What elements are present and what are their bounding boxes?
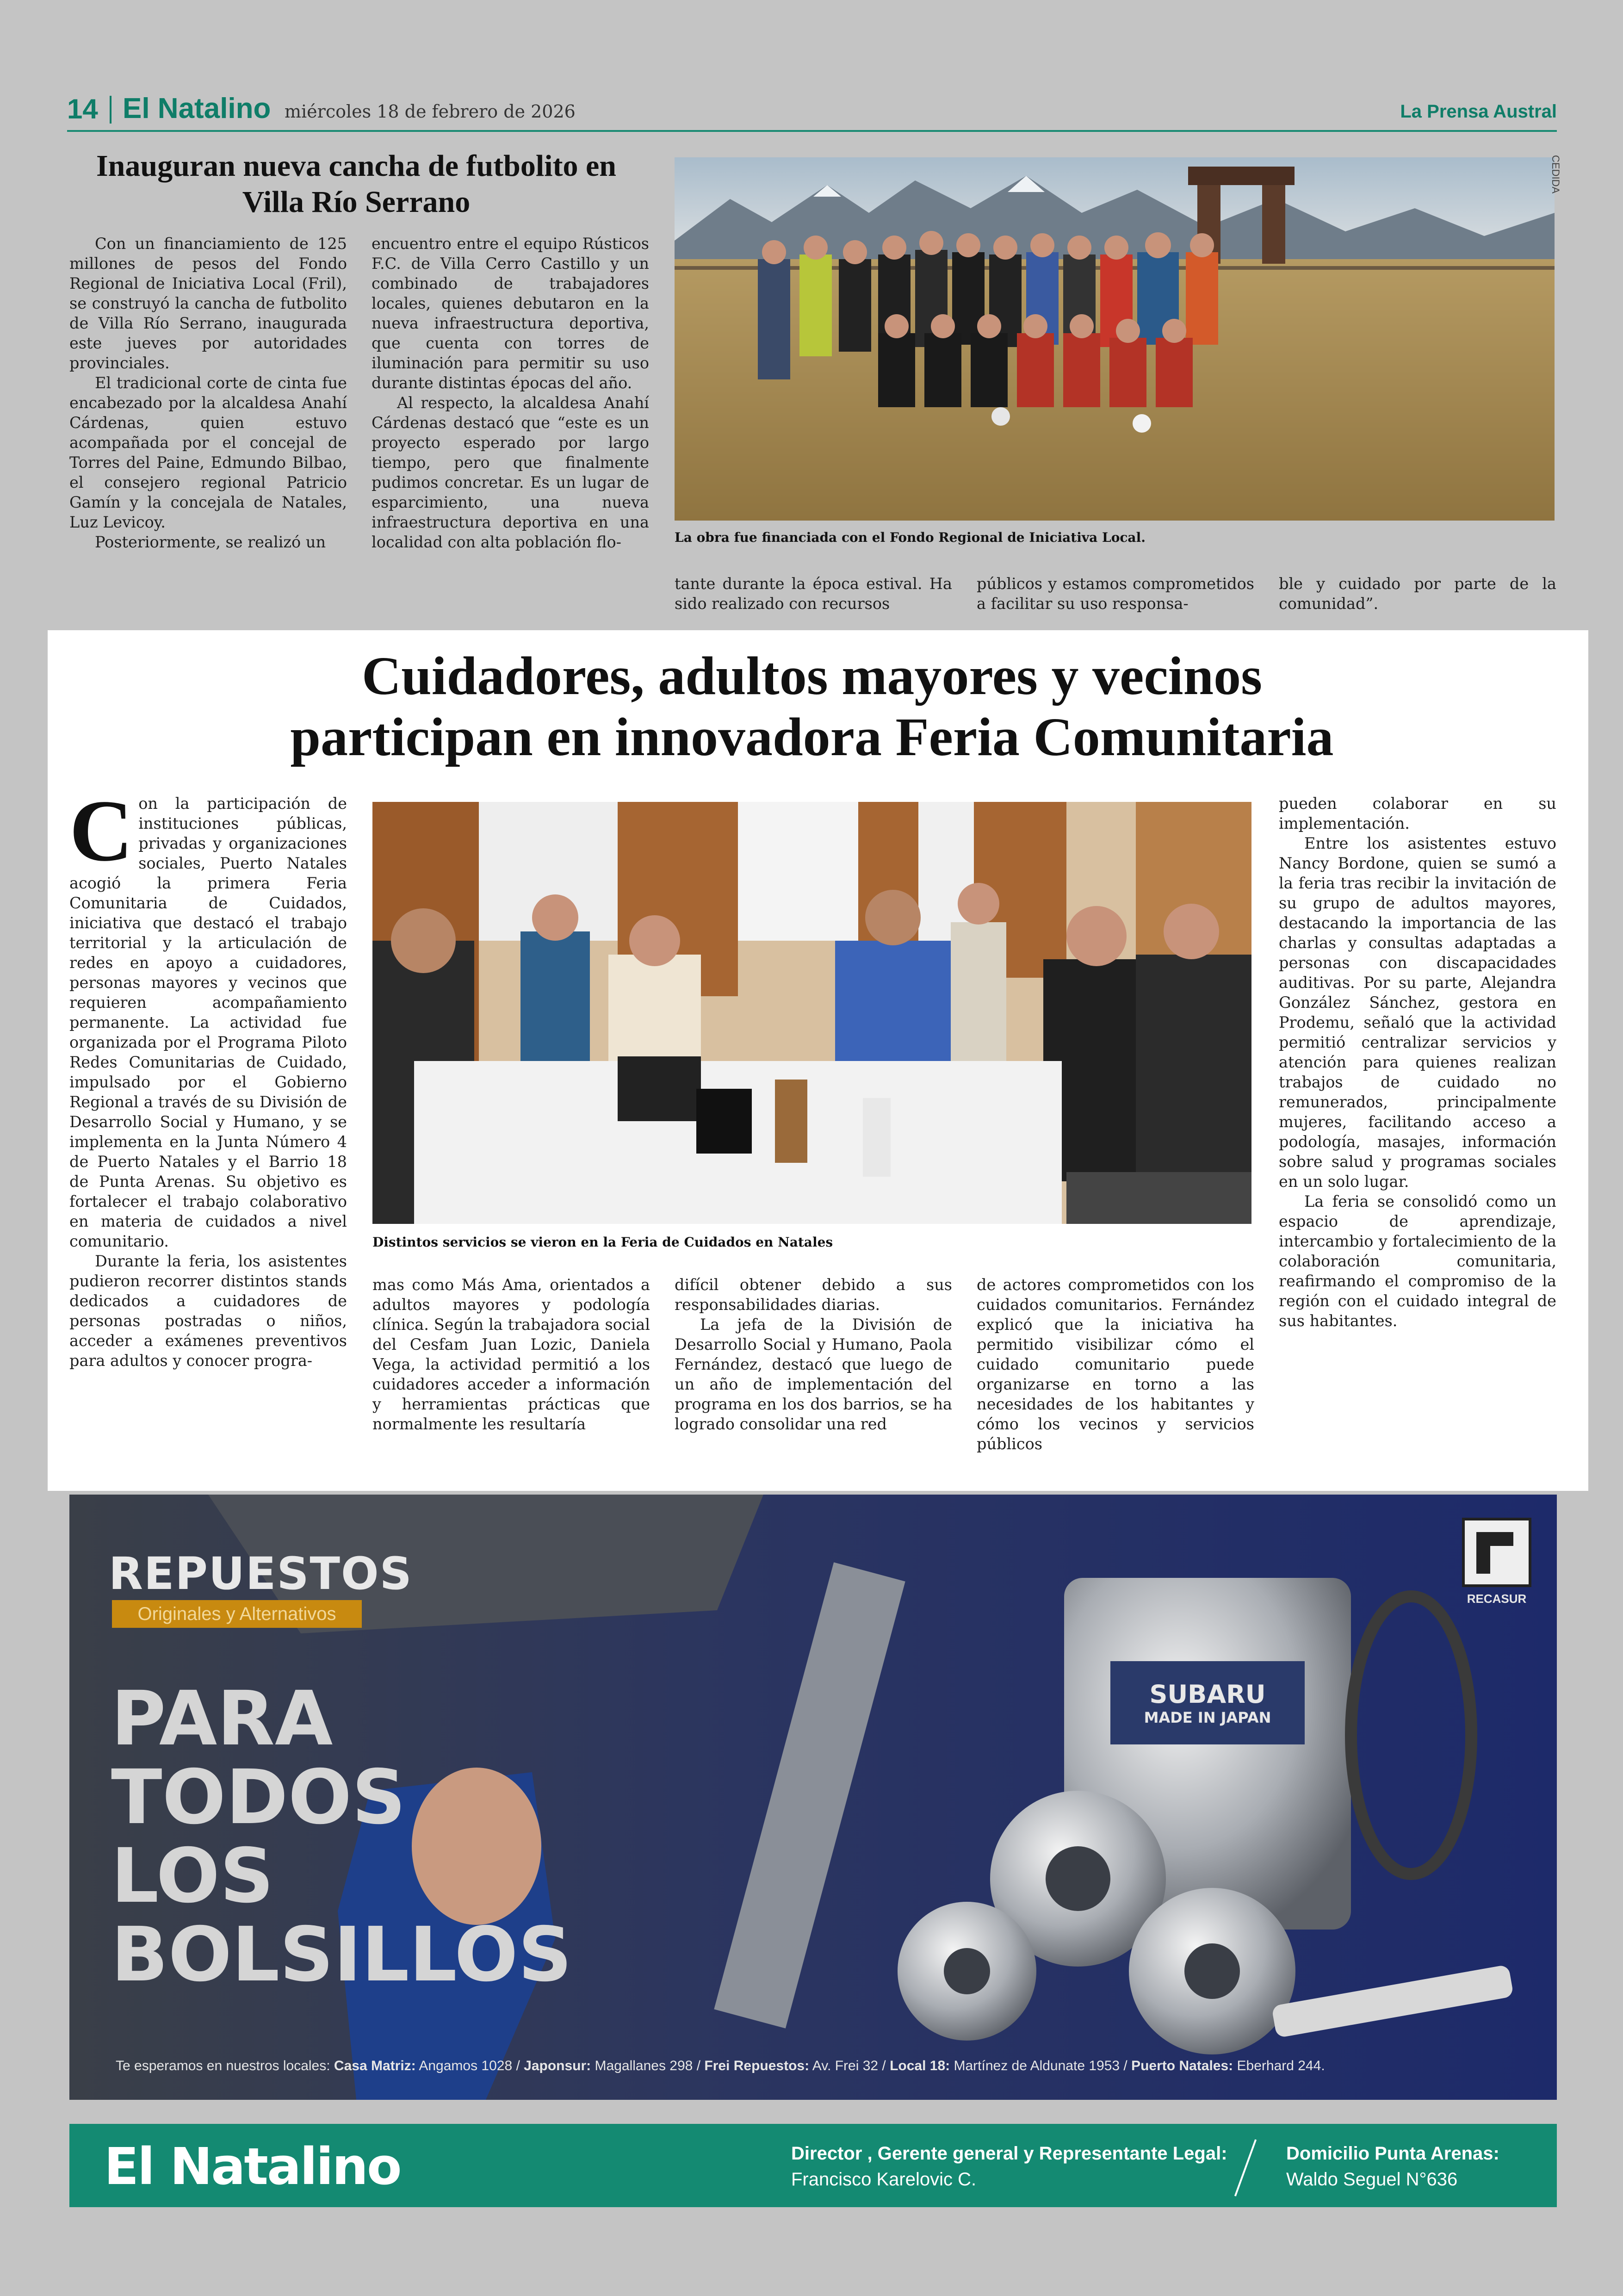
- article1-paragraph: Al respecto, la alcaldesa Anahí Cárdenas destacó que “este es un proyecto esperado por largo tiempo, pero que finalmente pudimos concretar. Es un lugar de esparcimiento, una nueva infraestructura deportiva en una localidad con alta población flo-: [372, 394, 649, 551]
- product-brand: SUBARU: [1149, 1680, 1266, 1709]
- article1-paragraph: Con un financiamiento de 125 millones de pesos del Fondo Regional de Iniciativa Local (Fril), se construyó la cancha de futbolito de Villa Río Serrano, inaugurada este jueves por autoridades provinciales.: [69, 235, 347, 372]
- domicile-label: Domicilio Punta Arenas:: [1286, 2143, 1499, 2164]
- article1-paragraph: encuentro entre el equipo Rústicos F.C. de Villa Cerro Castillo y un combinado de trabajadores locales, quienes debutaron en la nueva infraestructura deportiva, que cuenta con torres de iluminación para permitir su uso durante distintas épocas del año.: [372, 235, 649, 392]
- article1-paragraph: ble y cuidado por parte de la comunidad”.: [1279, 575, 1556, 613]
- footer-divider: [1234, 2139, 1257, 2197]
- ad-slogan-line: BOLSILLOS: [111, 1911, 572, 1998]
- care-fair-photo: [372, 802, 1251, 1224]
- article1-headline: Inauguran nueva cancha de futbolito en Villa Río Serrano: [96, 149, 617, 219]
- address-value: Martínez de Aldunate 1953: [954, 2058, 1120, 2073]
- ad-subtitle: Originales y Alternativos: [112, 1600, 362, 1628]
- drop-cap: C: [69, 782, 133, 880]
- header-brand: El Natalino: [123, 93, 271, 124]
- address-label: Casa Matriz:: [334, 2058, 416, 2073]
- article2-paragraph: Entre los asistentes estuvo Nancy Bordone, quien se sumó a la feria tras recibir la invitación de su grupo de adultos mayores, destacando la importancia de las charlas y consultas adaptadas a personas con discapacidades auditivas. Por su parte, Alejandra González Sánchez, gestora en Prodemu, señaló que la actividad permitió centralizar servicios y atención para quienes realizan trabajos de cuidado no remunerados, principalmente mujeres, facilitando acceso a podología, masajes, información sobre salud y programas sociales en un solo lugar.: [1279, 834, 1556, 1191]
- address-label: Puerto Natales:: [1131, 2058, 1233, 2073]
- article2-col2: [372, 1275, 650, 1434]
- article2-paragraph: La feria se consolidó como un espacio de aprendizaje, intercambio y fortalecimiento de la colaboración comunitaria, reafirmando el compromiso de la región con el cuidado integral de sus habitantes.: [1279, 1192, 1556, 1330]
- article2-col1: [69, 782, 347, 1371]
- address-value: Eberhard 244.: [1237, 2058, 1325, 2073]
- article2-paragraph: on la participación de instituciones públicas, privadas y organizaciones sociales, Puerto Natales acogió la primera Feria Comunitaria de Cuidados, iniciativa que destacó el trabajo territorial y la articulación de redes en apoyo a cuidadores, personas mayores y vecinos que requieren acompañamiento permanente. La actividad fue organizada por el Programa Piloto Redes Comunitarias de Cuidado, impulsado por el Gobierno Regional a través de su División de Desarrollo Social y Humano, y se implementa en la Junta Número 4 de Puerto Natales y el Barrio 18 de Punta Arenas. Su objetivo es fortalecer el trabajo colaborativo en materia de cuidados a nivel comunitario.: [69, 794, 347, 1250]
- article2-paragraph: Durante la feria, los asistentes pudieron recorrer distintos stands dedicados a cuidadores de personas postradas o niños, acceder a exámenes preventivos para adultos y conocer progra-: [69, 1252, 347, 1370]
- director-name: Francisco Karelovic C.: [791, 2169, 977, 2190]
- product-origin: MADE IN JAPAN: [1144, 1709, 1271, 1726]
- photo-credit: CEDIDA: [1550, 155, 1561, 194]
- article1-paragraph: Posteriormente, se realizó un: [95, 533, 326, 551]
- page-footer: [69, 2124, 1557, 2207]
- article1-col5: [1279, 574, 1556, 614]
- article2-headline-line2: participan en innovadora Feria Comunitaria: [290, 707, 1334, 767]
- article1-col3: [675, 574, 952, 614]
- article2-col4: [977, 1275, 1254, 1454]
- article1-paragraph: tante durante la época estival. Ha sido realizado con recursos: [675, 575, 952, 613]
- logo-label: RECASUR: [1467, 1592, 1527, 1606]
- article1-col1: [69, 234, 347, 552]
- article2-paragraph: difícil obtener debido a sus responsabilidades diarias.: [675, 1276, 952, 1314]
- article2-paragraph: mas como Más Ama, orientados a adultos mayores y podología clínica. Según la trabajadora social del Cesfam Juan Lozic, Daniela Vega, la actividad permitió a los cuidadores acceder a información y herramientas prácticas que normalmente les resultaría: [372, 1276, 650, 1433]
- director-label: Director , Gerente general y Representante Legal:: [791, 2143, 1227, 2164]
- page-number: 14: [67, 93, 98, 124]
- recasur-logo-icon: [1462, 1518, 1531, 1587]
- ad-slogan-line: TODOS: [111, 1754, 406, 1841]
- article1-col4: [977, 574, 1254, 614]
- header-partner: La Prensa Austral: [1400, 101, 1557, 122]
- football-team-photo: [675, 157, 1555, 521]
- article2-col3: [675, 1275, 952, 1434]
- address-intro: Te esperamos en nuestros locales:: [116, 2058, 334, 2073]
- ad-slogan-line: LOS: [111, 1833, 274, 1920]
- address-label: Frei Repuestos:: [704, 2058, 810, 2073]
- ad-slogan-line: PARA: [111, 1675, 333, 1762]
- article2-photo-caption: Distintos servicios se vieron en la Feria de Cuidados en Natales: [372, 1235, 833, 1250]
- article2-paragraph: de actores comprometidos con los cuidados comunitarios. Fernández explicó que la iniciativa ha permitido visibilizar cómo el cuidado comunitario puede organizarse en torno a las necesidades de los habitantes y cómo los vecinos y servicios públicos: [977, 1276, 1254, 1453]
- article2-col5: [1279, 794, 1556, 1331]
- ad-addresses: Te esperamos en nuestros locales: Casa Matriz: Angamos 1028 / Japonsur: Magallanes 298 / Frei Repuestos: Av. Frei 32 / Local 18: Martínez de Aldunate 1953 / Puerto Natales: Eberhard 244.: [116, 2058, 1325, 2073]
- ad-title: REPUESTOS: [109, 1548, 413, 1600]
- article2-paragraph: pueden colaborar en su implementación.: [1279, 794, 1556, 832]
- article1-col2: [372, 234, 649, 552]
- address-label: Japonsur:: [524, 2058, 591, 2073]
- product-label: [1115, 1680, 1300, 1726]
- article2-headline: [69, 645, 1555, 768]
- article1-photo-caption: La obra fue financiada con el Fondo Regional de Iniciativa Local.: [675, 530, 1146, 545]
- auto-parts-advertisement: [69, 1495, 1557, 2100]
- footer-brand: El Natalino: [104, 2137, 401, 2196]
- ad-slogan: [111, 1675, 572, 1998]
- address-value: Angamos 1028: [419, 2058, 513, 2073]
- header-date: miércoles 18 de febrero de 2026: [285, 101, 576, 122]
- article1-paragraph: públicos y estamos comprometidos a facilitar su uso responsa-: [977, 575, 1254, 613]
- domicile-value: Waldo Seguel N°636: [1286, 2169, 1458, 2190]
- address-value: Av. Frei 32: [812, 2058, 879, 2073]
- header-divider: [110, 96, 112, 124]
- page-header: [67, 90, 1557, 132]
- address-value: Magallanes 298: [595, 2058, 693, 2073]
- football-team-photo-image: [675, 157, 1555, 521]
- address-label: Local 18:: [890, 2058, 950, 2073]
- article2-headline-line1: Cuidadores, adultos mayores y vecinos: [361, 645, 1263, 706]
- care-fair-photo-image: [372, 802, 1251, 1224]
- article1-paragraph: El tradicional corte de cinta fue encabezado por la alcaldesa Anahí Cárdenas, quien estuvo acompañada por el concejal de Torres del Paine, Edmundo Bilbao, el consejero regional Patricio Gamín y la concejala de Natales, Luz Levicoy.: [69, 374, 347, 531]
- article2-paragraph: La jefa de la División de Desarrollo Social y Humano, Paola Fernández, destacó que luego de un año de implementación del programa en los dos barrios, se ha logrado consolidar una red: [675, 1316, 952, 1433]
